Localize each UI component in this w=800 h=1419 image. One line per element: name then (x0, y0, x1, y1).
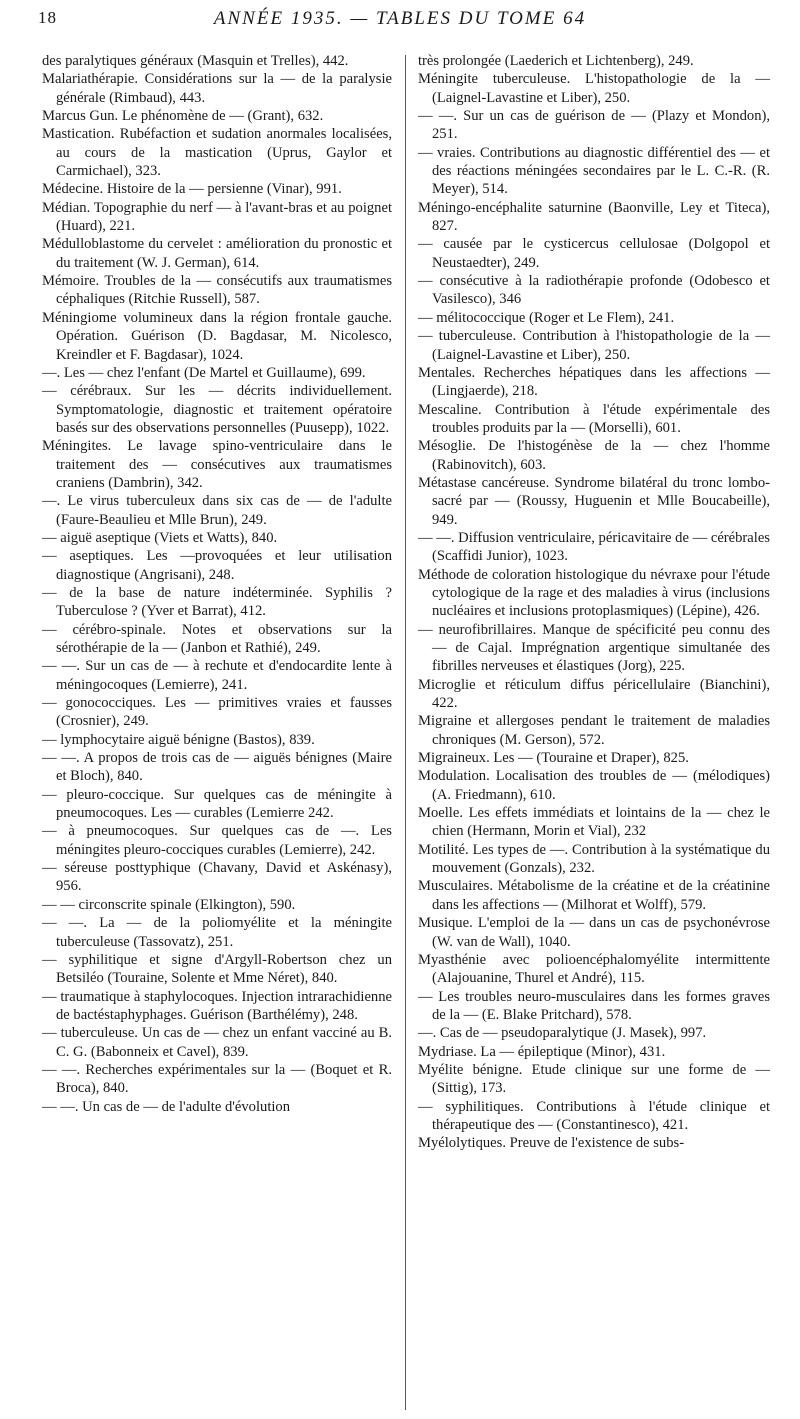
index-entry: Méningo-encéphalite saturnine (Baonville, Ley et Titeca), 827. (418, 199, 770, 235)
index-entry: Mésoglie. De l'histogénèse de la — chez l'homme (Rabinovitch), 603. (418, 438, 770, 473)
index-entry: — aseptiques. Les —provoquées et leur utilisation diagnostique (Angrisani), 248. (42, 548, 392, 583)
index-entry: — cérébraux. Sur les — décrits individuellement. Symptomatologie, diagnostic et traitement opératoire basés sur des observations personnelles (Puusepp), 1022. (42, 383, 392, 436)
page-number: 18 (38, 8, 57, 27)
index-entry: Médulloblastome du cervelet : amélioration du pronostic et du traitement (W. J. German), 614. (42, 236, 392, 271)
index-entry: — lymphocytaire aiguë bénigne (Bastos), 839. (42, 731, 315, 748)
running-title: ANNÉE 1935. — TABLES DU TOME 64 (213, 8, 587, 29)
index-entry: Mémoire. Troubles de la — consécutifs aux traumatismes céphaliques (Ritchie Russell), 587. (42, 273, 392, 308)
index-entry: — —. Un cas de — de l'adulte d'évolution (42, 1098, 291, 1115)
index-entry: Mastication. Rubéfaction et sudation anormales localisées, au cours de la mastication (Uprus, Gaylor et Carmichael), 323. (42, 126, 392, 180)
index-entry: —. Cas de — pseudoparalytique (J. Masek), 997. (418, 1025, 707, 1042)
index-entry: —. Les — chez l'enfant (De Martel et Guillaume), 699. (42, 364, 366, 381)
index-entry: — tuberculeuse. Contribution à l'histopathologie de la — (Laignel-Lavastine et Liber), 250. (418, 328, 770, 363)
index-entry: — tuberculeuse. Un cas de — chez un enfant vacciné au B. C. G. (Babonneix et Cavel), 839. (42, 1025, 392, 1060)
index-entry: Myélite bénigne. Etude clinique sur une forme de — (Sittig), 173. (418, 1061, 770, 1097)
index-entry: — aiguë aseptique (Viets et Watts), 840. (42, 529, 278, 546)
index-entry: Méthode de coloration histologique du névraxe pour l'étude cytologique de la rage et des maladies à virus (inclusions nucléaires et inclusions protoplasmiques) (Lépine), 426. (418, 566, 770, 620)
index-entry: — neurofibrillaires. Manque de spécificité peu connu des — de Cajal. Imprégnation argentique simultanée des fibrilles nerveuses et élastiques (Jorg), 225. (418, 621, 770, 675)
index-entry: Méningites. Le lavage spino-ventriculaire dans le traitement des — consécutives aux traumatismes craniens (Dambrin), 342. (42, 438, 392, 491)
index-entry: — —. Diffusion ventriculaire, péricavitaire de — cérébrales (Scaffidi Junior), 1023. (418, 529, 770, 565)
column-divider (405, 55, 406, 1410)
index-entry: Métastase cancéreuse. Syndrome bilatéral du tronc lombo-sacré par — (Roussy, Huguenin et Mlle Boucabeille), 949. (418, 474, 770, 528)
index-entry: — Les troubles neuro-musculaires dans les formes graves de la — (E. Blake Pritchard), 578. (418, 988, 770, 1023)
index-entry: — —. Recherches expérimentales sur la — (Boquet et R. Broca), 840. (42, 1061, 392, 1097)
index-entry: — —. La — de la poliomyélite et la méningite tuberculeuse (Tassovatz), 251. (42, 915, 392, 950)
index-entry: — traumatique à staphylocoques. Injection intrarachidienne de bactéstaphyphages. Guérison (Barthélémy), 248. (42, 988, 392, 1023)
index-entry: Médecine. Histoire de la — persienne (Vinar), 991. (42, 181, 342, 198)
index-entry: — —. Sur un cas de — à rechute et d'endocardite lente à méningocoques (Lemierre), 241. (42, 658, 392, 693)
index-entry: Migraine et allergoses pendant le traitement de maladies chroniques (M. Gerson), 572. (418, 713, 770, 748)
index-entry: Migraineux. Les — (Touraine et Draper), 825. (418, 750, 689, 767)
index-entry: des paralytiques généraux (Masquin et Trelles), 442. (42, 53, 349, 69)
index-entry: — syphilitiques. Contributions à l'étude clinique et thérapeutique des — (Constantinesco), 421. (418, 1098, 770, 1133)
index-entry: Mescaline. Contribution à l'étude expérimentale des troubles produits par la — (Morselli), 601. (418, 401, 770, 436)
index-entry: — syphilitique et signe d'Argyll-Robertson chez un Betsiléo (Touraine, Solente et Mme Néret), 840. (42, 951, 392, 987)
page-header (30, 8, 770, 34)
index-entry: Myasthénie avec polioencéphalomyélite intermittente (Alajouanine, Thurel et André), 115. (418, 951, 770, 987)
index-entry: Malariathérapie. Considérations sur la — de la paralysie générale (Rimbaud), 443. (42, 71, 392, 106)
index-entry: Mentales. Recherches hépatiques dans les affections — (Lingjaerde), 218. (418, 364, 770, 400)
index-entry: — mélitococcique (Roger et Le Flem), 241. (418, 309, 675, 326)
index-entry: Méningiome volumineux dans la région frontale gauche. Opération. Guérison (D. Bagdasar, M. Nicolesco, Kreindler et F. Bagdasar), 1024. (42, 309, 392, 363)
index-entry: — consécutive à la radiothérapie profonde (Odobesco et Vasilesco), 346 (418, 273, 770, 308)
index-entry: Musculaires. Métabolisme de la créatine et de la créatinine dans les affections — (Milhorat et Wolff), 579. (418, 878, 770, 913)
index-entry: — pleuro-coccique. Sur quelques cas de méningite à pneumocoques. Les — curables (Lemierre 242. (42, 786, 392, 822)
index-entry: Méningite tuberculeuse. L'histopathologie de la — (Laignel-Lavastine et Liber), 250. (418, 71, 770, 106)
right-column (418, 52, 770, 1153)
index-entry: — causée par le cysticercus cellulosae (Dolgopol et Neustaedter), 249. (418, 236, 770, 271)
index-entry: — séreuse posttyphique (Chavany, David et Askénasy), 956. (42, 860, 392, 895)
index-entry: — —. Sur un cas de guérison de — (Plazy et Mondon), 251. (418, 108, 770, 143)
index-entry: — à pneumocoques. Sur quelques cas de —. Les méningites pleuro-cocciques curables (Lemierre), 242. (42, 823, 392, 858)
left-column (42, 52, 392, 1116)
index-entry: Moelle. Les effets immédiats et lointains de la — chez le chien (Hermann, Morin et Vial), 232 (418, 805, 770, 840)
index-entry: Médian. Topographie du nerf — à l'avant-bras et au poignet (Huard), 221. (42, 199, 392, 235)
index-entry: Marcus Gun. Le phénomène de — (Grant), 632. (42, 108, 324, 125)
index-entry: — — circonscrite spinale (Elkington), 590. (42, 896, 296, 913)
index-entry: Musique. L'emploi de la — dans un cas de psychonévrose (W. van de Wall), 1040. (418, 915, 770, 950)
index-entry: — cérébro-spinale. Notes et observations sur la sérothérapie de la — (Janbon et Rathié), 249. (42, 621, 392, 656)
index-entry: — de la base de nature indéterminée. Syphilis ? Tuberculose ? (Yver et Barrat), 412. (42, 584, 392, 620)
index-entry: Modulation. Localisation des troubles de — (mélodiques) (A. Friedmann), 610. (418, 768, 770, 803)
index-entry: — —. A propos de trois cas de — aiguës bénignes (Maire et Bloch), 840. (42, 750, 392, 785)
index-entry: — vraies. Contributions au diagnostic différentiel des — et des réactions méningées secondaires par le L. C.-R. (R. Meyer), 514. (418, 144, 770, 198)
index-entry: — gonococciques. Les — primitives vraies et fausses (Crosnier), 249. (42, 695, 392, 730)
index-entry: Myélolytiques. Preuve de l'existence de subs- (418, 1135, 685, 1152)
index-entry: —. Le virus tuberculeux dans six cas de — de l'adulte (Faure-Beaulieu et Mlle Brun), 249. (42, 493, 392, 528)
index-entry: Motilité. Les types de —. Contribution à la systématique du mouvement (Gonzals), 232. (418, 841, 770, 877)
index-entry: Mydriase. La — épileptique (Minor), 431. (418, 1043, 666, 1060)
index-entry: très prolongée (Laederich et Lichtenberg), 249. (418, 53, 694, 69)
index-entry: Microglie et réticulum diffus péricellulaire (Bianchini), 422. (418, 676, 770, 712)
